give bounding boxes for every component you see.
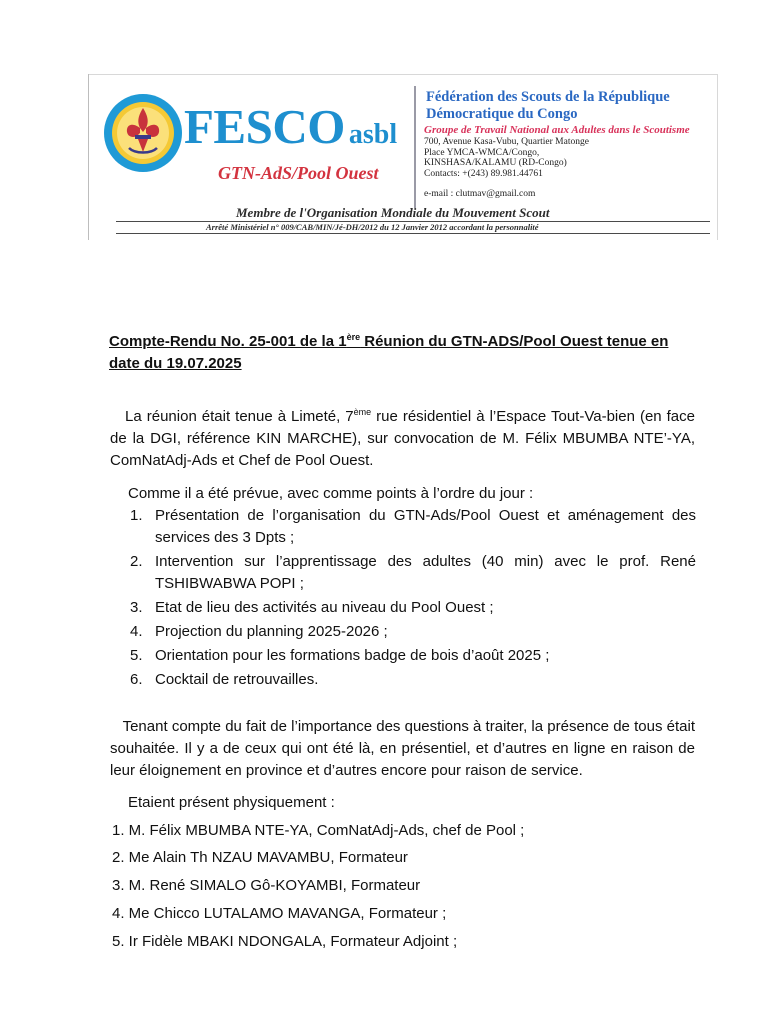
address-block — [424, 137, 589, 179]
brand-suffix: asbl — [348, 119, 398, 150]
title-part-2: Réunion du GTN-ADS/Pool Ouest tenue en date du 19.07.2025 — [109, 333, 669, 372]
title-superscript: ère — [346, 332, 361, 342]
org-title-line-2: Démocratique du Congo — [426, 106, 578, 122]
title-part-1: Compte-Rendu No. 25-001 de la 1 — [109, 333, 347, 350]
pool-name: GTN-AdS/Pool Ouest — [218, 163, 379, 183]
email-line: e-mail : clutmav@gmail.com — [424, 189, 536, 199]
group-line: Groupe de Travail National aux Adultes dans le Scoutisme — [424, 124, 690, 136]
agenda-text: Etat de lieu des activités au niveau du Pool Ouest ; — [155, 599, 494, 616]
brand-name — [184, 99, 398, 154]
address-line-2: Place YMCA-WMCA/Congo, — [424, 147, 540, 158]
presents-intro: Etaient présent physiquement : — [128, 794, 335, 811]
report-title — [109, 331, 689, 375]
address-line-3: KINSHASA/KALAMU (RD-Congo) — [424, 158, 567, 169]
attendee-item: 4. Me Chicco LUTALAMO MAVANGA, Formateur ; — [112, 905, 447, 922]
brand-main: FESCO — [184, 99, 345, 154]
agenda-item — [130, 597, 696, 619]
intro-part-2: rue résidentiel à l’Espace Tout-Va-bien (en face de la DGI, référence KIN MARCHE), sur convocation de M. Félix MBUMBA NTE’-YA, ComNatAdj-Ads et Chef de Pool Ouest. — [110, 408, 695, 469]
agenda-item — [130, 645, 696, 667]
attendee-item: 5. Ir Fidèle MBAKI NDONGALA, Formateur Adjoint ; — [112, 933, 458, 950]
agenda-item — [130, 551, 696, 595]
attendee-item: 1. M. Félix MBUMBA NTE-YA, ComNatAdj-Ads, chef de Pool ; — [112, 822, 525, 839]
membership-line: Membre de l'Organisation Mondiale du Mouvement Scout — [236, 205, 550, 220]
agenda-number: 1. — [130, 507, 143, 524]
agenda-number: 4. — [130, 623, 143, 640]
agenda-item — [130, 505, 696, 549]
org-title-line-1: Fédération des Scouts de la République — [426, 89, 670, 105]
letterhead-divider — [414, 86, 416, 208]
agenda-intro: Comme il a été prévue, avec comme points à l’ordre du jour : — [128, 485, 534, 502]
intro-part-1: La réunion était tenue à Limeté, 7 — [125, 408, 354, 425]
agenda-text: Cocktail de retrouvailles. — [155, 671, 319, 688]
agenda-text: Orientation pour les formations badge de bois d’août 2025 ; — [155, 647, 550, 664]
attendee-item: 2. Me Alain Th NZAU MAVAMBU, Formateur — [112, 849, 408, 866]
agenda-number: 6. — [130, 671, 143, 688]
agenda-number: 3. — [130, 599, 143, 616]
presence-text: Tenant compte du fait de l’importance des questions à traiter, la présence de tous était souhaitée. Il y a de ceux qui ont été là, en présentiel, et d’autres en ligne en raison de leur éloignement en province et d’autres encore pour raison de service. — [110, 718, 695, 779]
address-line-1: 700, Avenue Kasa-Vubu, Quartier Matonge — [424, 137, 589, 147]
intro-superscript: ème — [353, 407, 372, 417]
presence-paragraph — [110, 716, 695, 782]
agenda-number: 5. — [130, 647, 143, 664]
letterhead-edge — [88, 74, 89, 240]
intro-paragraph — [110, 406, 695, 472]
agenda-text: Présentation de l’organisation du GTN-Ads/Pool Ouest et aménagement des services des 3 Dpts ; — [155, 507, 696, 546]
agenda-text: Intervention sur l’apprentissage des adultes (40 min) avec le prof. René TSHIBWABWA POPI ; — [155, 553, 696, 592]
agenda-item — [130, 669, 696, 691]
agenda-text: Projection du planning 2025-2026 ; — [155, 623, 388, 640]
agenda-list — [130, 505, 696, 693]
divider-line — [116, 233, 710, 234]
scout-emblem-icon — [102, 92, 184, 174]
agenda-item — [130, 621, 696, 643]
attendee-item: 3. M. René SIMALO Gô-KOYAMBI, Formateur — [112, 877, 421, 894]
agenda-number: 2. — [130, 553, 143, 570]
contacts-line: Contacts: +(243) 89.981.44761 — [424, 168, 543, 179]
ministerial-decree-line: Arrêté Ministériel n° 009/CAB/MIN/Jé-DH/2012 du 12 Janvier 2012 accordant la personnalité — [206, 222, 539, 232]
org-title — [426, 89, 670, 123]
